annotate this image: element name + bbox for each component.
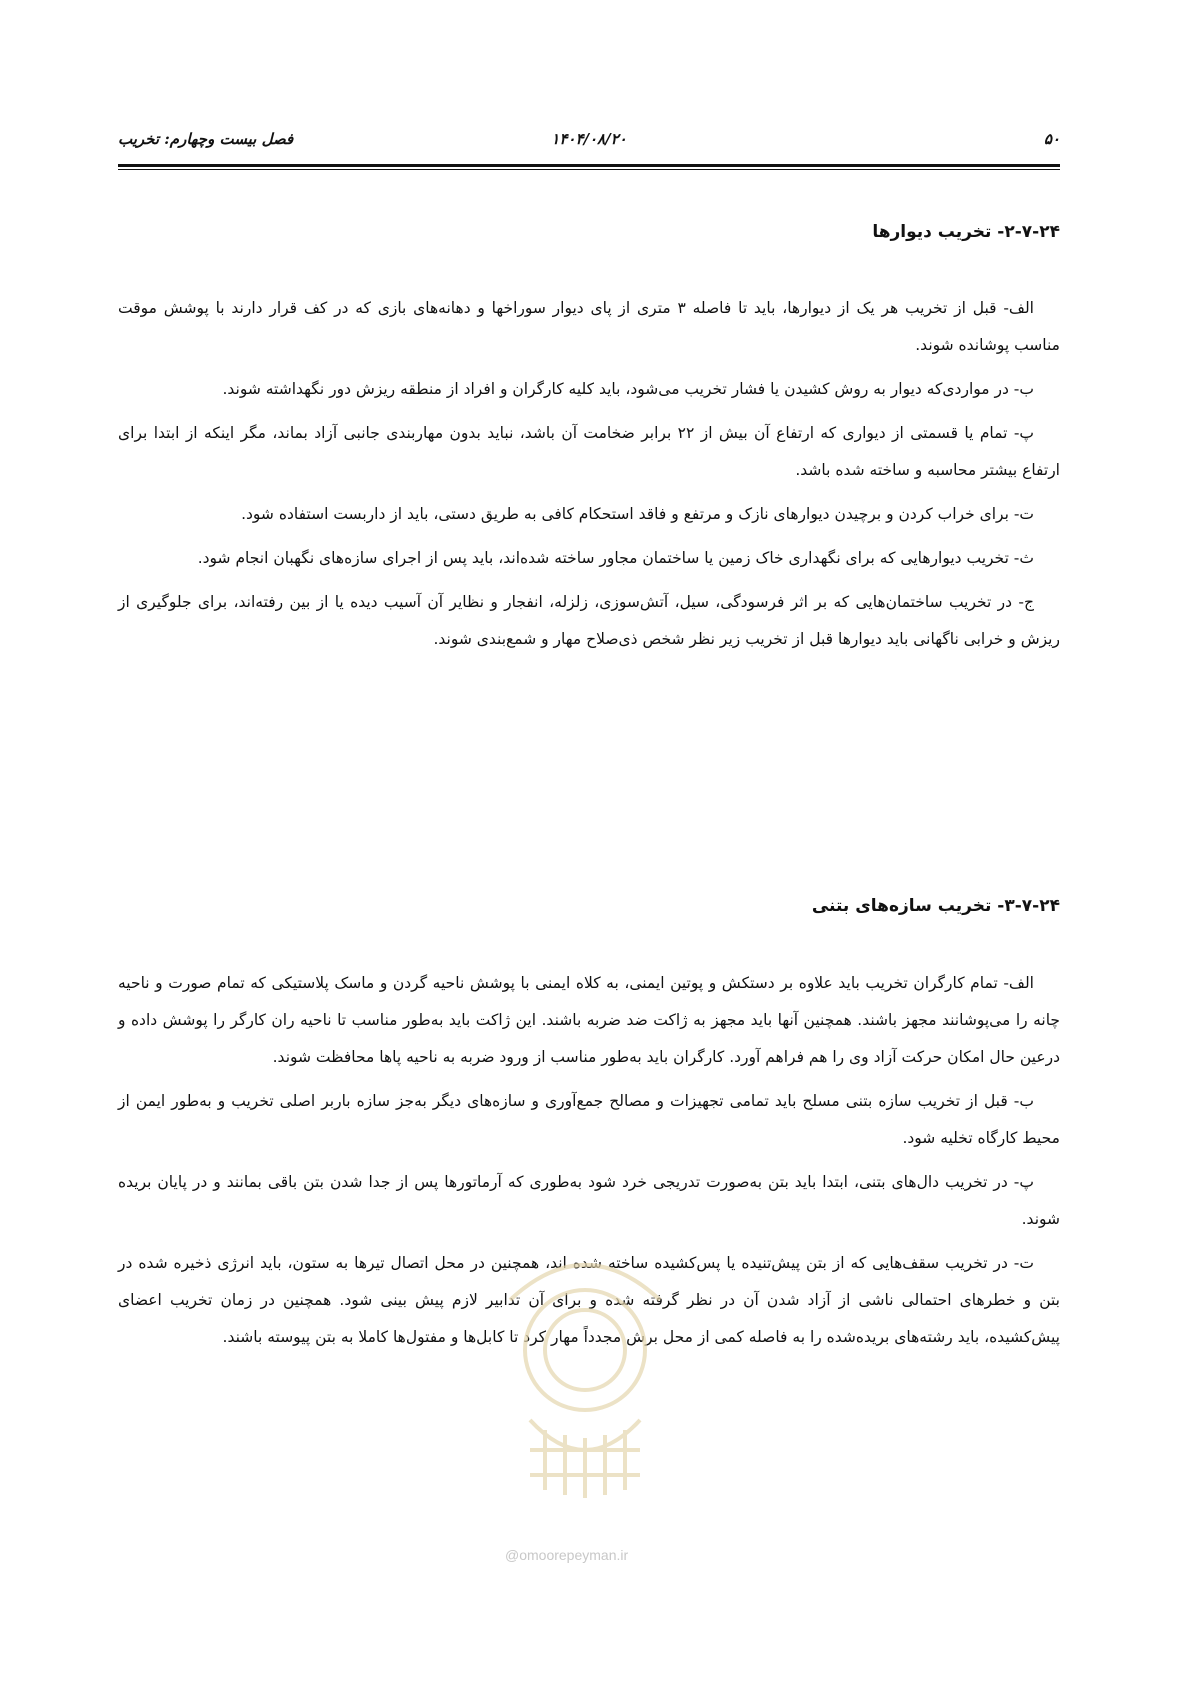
watermark-url: @omoorepeyman.ir [505, 1547, 629, 1563]
section-body-walls [118, 290, 1060, 665]
section-body-concrete [118, 965, 1060, 1363]
section-heading-concrete: ۳-۷-۲۴- تخریب سازه‌های بتنی [811, 896, 1060, 916]
page-number: ۵۰ [1043, 130, 1060, 148]
paragraph: پ- تمام یا قسمتی از دیواری که ارتفاع آن بیش از ۲۲ برابر ضخامت آن باشد، نباید بدون مهاربندی جانبی آزاد بماند، مگر اینکه از ابتدا برای ارتفاع بیشتر محاسبه و ساخته شده باشد. [118, 424, 1060, 479]
page-content [118, 0, 1060, 1685]
chapter-title: فصل بیست وچهارم: تخریب [118, 130, 294, 148]
paragraph: ت- برای خراب کردن و برچیدن دیوارهای نازک و مرتفع و فاقد استحکام کافی به طریق دستی، باید از داربست استفاده شود. [241, 505, 1034, 523]
paragraph: ث- تخریب دیوارهایی که برای نگهداری خاک زمین یا ساختمان مجاور ساخته شده‌اند، باید پس از اجرای سازه‌های نگهبان انجام شود. [197, 549, 1034, 567]
paragraph: ج- در تخریب ساختمان‌هایی که بر اثر فرسودگی، سیل، آتش‌سوزی، زلزله، انفجار و نظایر آن آسیب دیده یا از بین رفته‌اند، برای جلوگیری از ریزش و خرابی ناگهانی باید دیوارها قبل از تخریب زیر نظر شخص ذی‌صلاح مهار و شمع‌بندی شوند. [118, 593, 1060, 648]
paragraph: الف- تمام کارگران تخریب باید علاوه بر دستکش و پوتین ایمنی، به کلاه ایمنی با پوشش ناحیه گردن و ماسک پلاستیکی که تمام صورت و ناحیه چانه را می‌پوشانند مجهز باشند. همچنین آنها باید مجهز به ژاکت ضد ضربه باشند. این ژاکت باید به‌طور مناسب تا ناحیه ران کارگر را پوشش داده و درعین حال امکان حرکت آزاد وی را هم فراهم آورد. کارگران باید به‌طور مناسب از ورود ضربه به ناحیه پاها محافظت شوند. [118, 974, 1060, 1066]
header-date: ۱۴۰۴/۰۸/۲۰ [551, 130, 627, 148]
paragraph: پ- در تخریب دال‌های بتنی، ابتدا باید بتن به‌صورت تدریجی خرد شود به‌طوری که آرماتورها پس از جدا شدن بتن باقی بمانند و در پایان بریده شوند. [118, 1173, 1060, 1228]
section-heading-walls: ۲-۷-۲۴- تخریب دیوارها [872, 222, 1060, 242]
paragraph: الف- قبل از تخریب هر یک از دیوارها، باید تا فاصله ۳ متری از پای دیوار سوراخها و دهانه‌های بازی که در کف قرار دارند با پوشش موقت مناسب پوشانده شوند. [118, 299, 1060, 354]
paragraph: ب- در مواردی‌که دیوار به روش کشیدن یا فشار تخریب می‌شود، باید کلیه کارگران و افراد از منطقه ریزش دور نگهداشته شوند. [222, 380, 1034, 398]
paragraph: ت- در تخریب سقف‌هایی که از بتن پیش‌تنیده یا پس‌کشیده ساخته شده اند، همچنین در محل اتصال تیرها به ستون، باید انرژی ذخیره شده در بتن و خطرهای احتمالی ناشی از آزاد شدن آن در نظر گرفته شده و برای آن تدابیر لازم پیش بینی شود. همچنین در زمان تخریب اعضای پیش‌کشیده، باید رشته‌های بریده‌شده را به فاصله کمی از محل برش مجدداً مهار کرد تا کابل‌ها و مفتول‌ها کاملا به بتن پیوسته باشند. [118, 1254, 1060, 1346]
paragraph: ب- قبل از تخریب سازه بتنی مسلح باید تمامی تجهیزات و مصالح جمع‌آوری و سازه‌های دیگر به‌جز سازه باربر اصلی تخریب و به‌طور ایمن از محیط کارگاه تخلیه شود. [118, 1092, 1060, 1147]
